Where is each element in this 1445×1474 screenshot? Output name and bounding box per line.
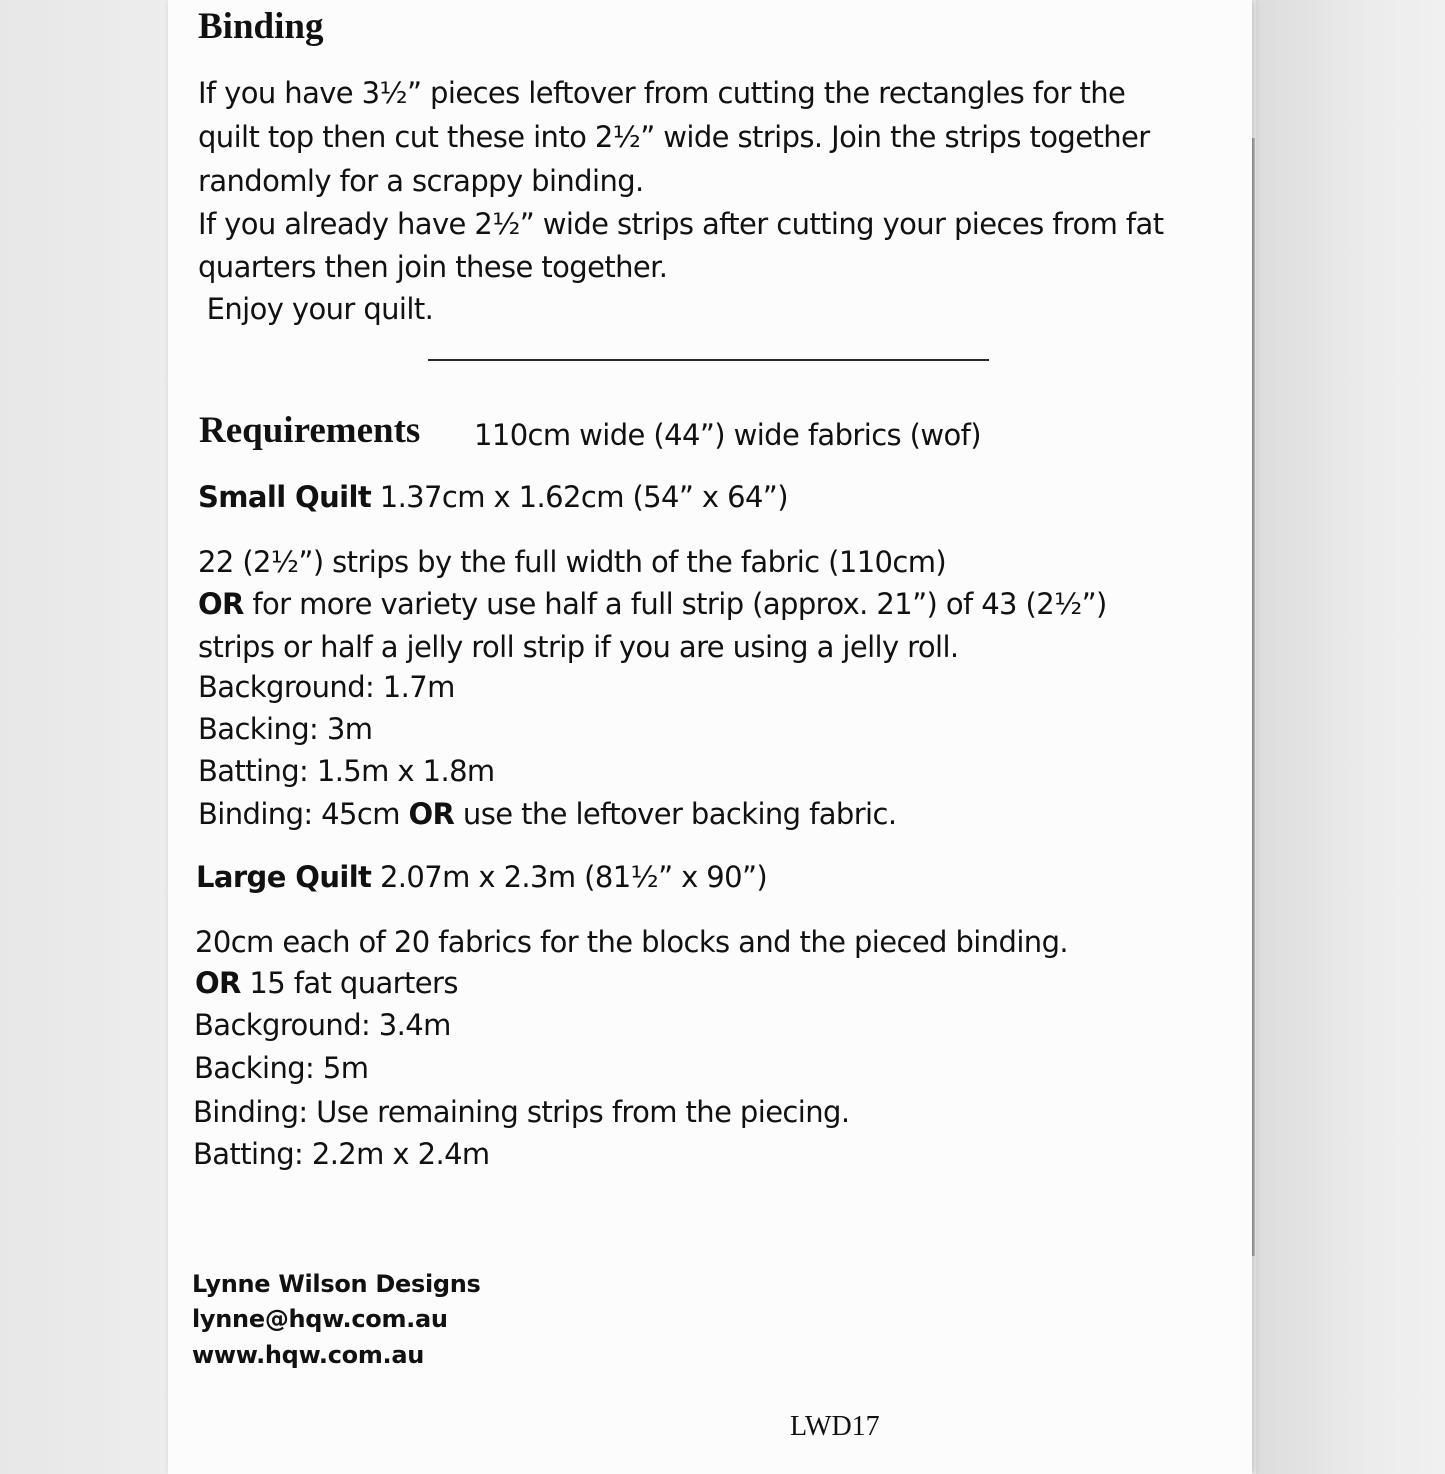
large-background: Background: 3.4m [194, 1008, 451, 1042]
small-quilt-line-1: 22 (2½”) strips by the full width of the fabric (110cm) [198, 545, 947, 579]
small-binding-or: OR [408, 797, 455, 831]
small-background: Background: 1.7m [198, 670, 455, 704]
binding-line-4: If you already have 2½” wide strips after cutting your pieces from fat [198, 207, 1164, 241]
requirements-heading: Requirements [199, 410, 421, 451]
small-binding-suffix: use the leftover backing fabric. [454, 797, 897, 831]
large-batting: Batting: 2.2m x 2.4m [193, 1137, 490, 1171]
large-binding: Binding: Use remaining strips from the piecing. [193, 1095, 850, 1129]
pattern-code: LWD17 [790, 1411, 880, 1442]
email-link[interactable]: lynne@hqw.com.au [192, 1305, 448, 1333]
background-right [1256, 0, 1445, 1474]
binding-heading: Binding [198, 6, 324, 47]
small-binding-prefix: Binding: 45cm [198, 797, 409, 831]
requirements-subtitle: 110cm wide (44”) wide fabrics (wof) [474, 418, 981, 452]
large-quilt-heading [196, 860, 767, 894]
binding-line-3: randomly for a scrappy binding. [198, 164, 644, 198]
large-or-label: OR [195, 966, 241, 1000]
large-quilt-line-2-text: 15 fat quarters [240, 966, 458, 1000]
small-quilt-label: Small Quilt [198, 480, 372, 514]
large-quilt-line-2 [195, 966, 458, 1000]
binding-line-1: If you have 3½” pieces leftover from cutting the rectangles for the [198, 76, 1126, 110]
small-quilt-line-3: strips or half a jelly roll strip if you are using a jelly roll. [198, 630, 959, 664]
small-quilt-line-2-text: for more variety use half a full strip (approx. 21”) of 43 (2½”) [243, 587, 1107, 621]
company-name: Lynne Wilson Designs [192, 1270, 481, 1298]
small-backing: Backing: 3m [198, 712, 373, 746]
large-quilt-size: 2.07m x 2.3m (81½” x 90”) [371, 860, 768, 894]
binding-line-5: quarters then join these together. [198, 250, 668, 284]
binding-line-2: quilt top then cut these into 2½” wide strips. Join the strips together [198, 120, 1150, 154]
website-link[interactable]: www.hqw.com.au [192, 1341, 425, 1369]
enjoy-line: Enjoy your quilt. [198, 292, 434, 326]
small-quilt-size: 1.37cm x 1.62cm (54” x 64”) [371, 480, 788, 514]
small-quilt-line-2 [198, 587, 1107, 621]
small-binding [198, 797, 896, 831]
large-quilt-label: Large Quilt [196, 860, 372, 894]
large-quilt-line-1: 20cm each of 20 fabrics for the blocks and the pieced binding. [195, 925, 1069, 959]
background-left [0, 0, 168, 1474]
small-or-label: OR [198, 587, 244, 621]
small-quilt-heading [198, 480, 788, 514]
large-backing: Backing: 5m [194, 1051, 369, 1085]
small-batting: Batting: 1.5m x 1.8m [198, 754, 495, 788]
section-divider [428, 359, 989, 361]
